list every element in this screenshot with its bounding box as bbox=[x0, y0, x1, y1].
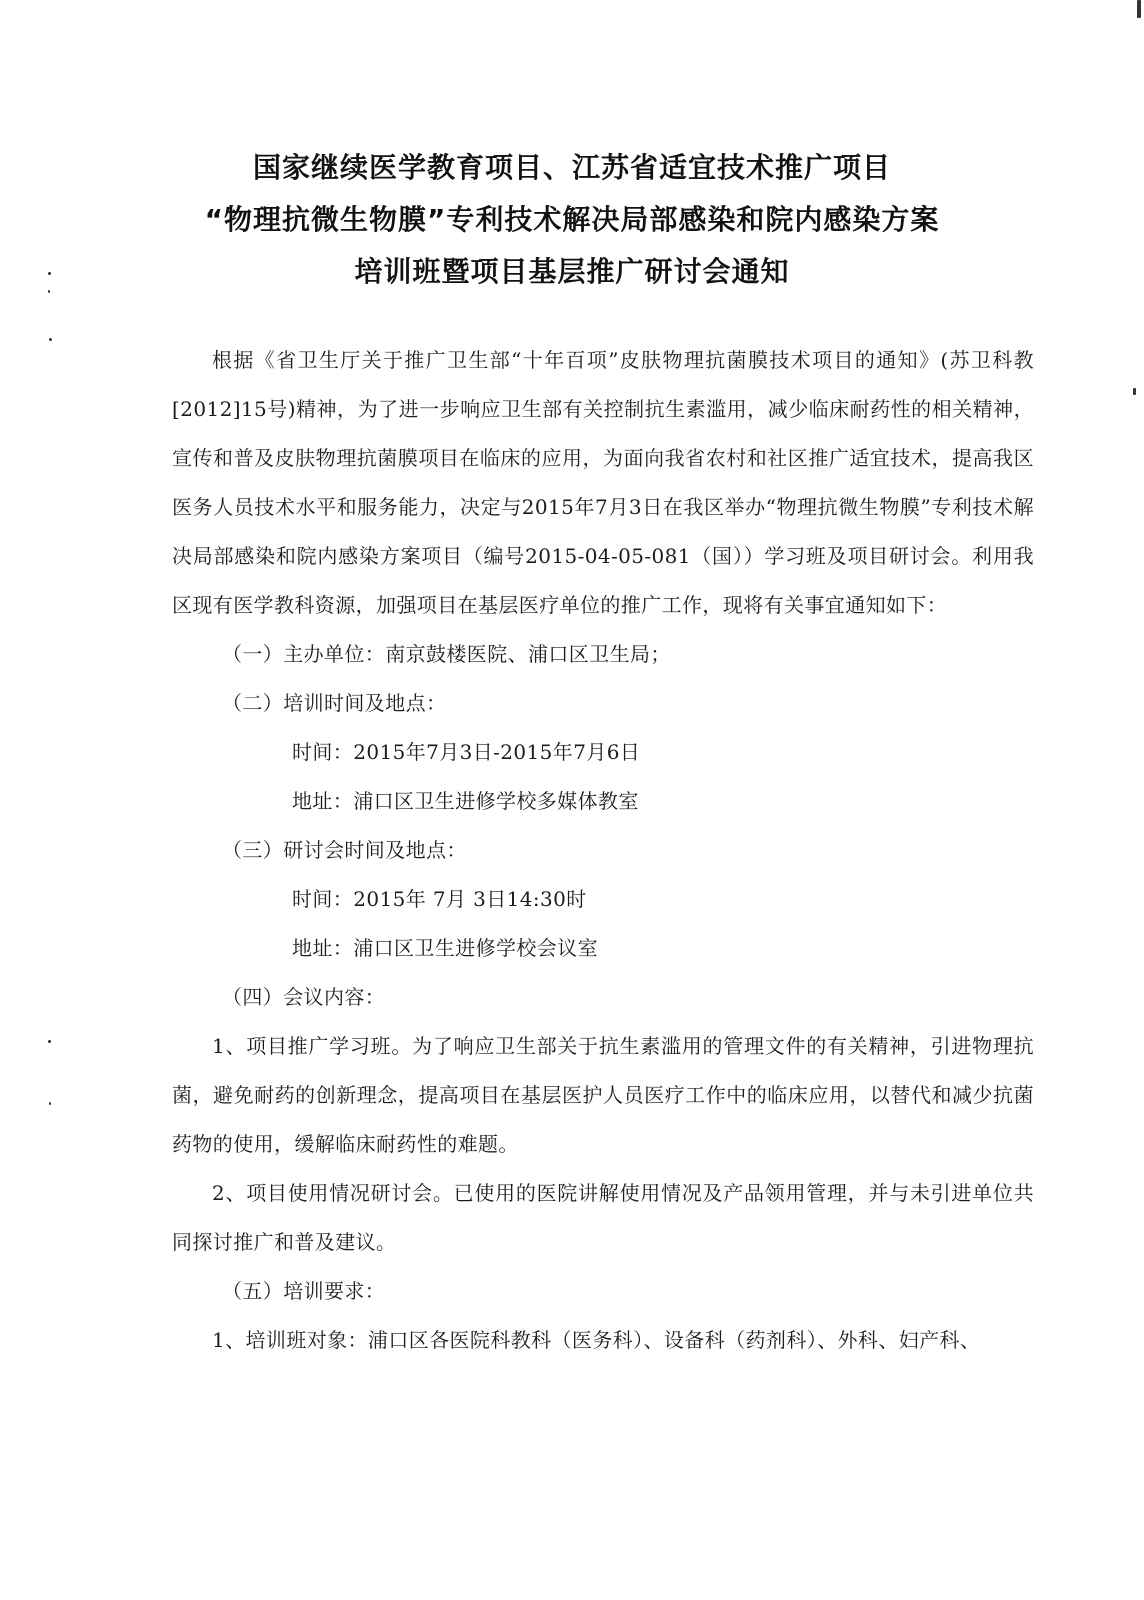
training-time: 时间：2015年7月3日-2015年7月6日 bbox=[292, 740, 641, 764]
title-line-1: 国家继续医学教育项目、江苏省适宜技术推广项目 bbox=[252, 151, 891, 184]
content-item-2: 2、项目使用情况研讨会。已使用的医院讲解使用情况及产品领用管理，并与未引进单位共同探讨推广和普及建议。 bbox=[172, 1181, 1034, 1254]
requirements-item-1: 1、培训班对象：浦口区各医院科教科（医务科）、设备科（药剂科）、外科、妇产科、 bbox=[212, 1328, 981, 1352]
scan-speck bbox=[49, 338, 52, 341]
scan-speck bbox=[48, 1040, 51, 1043]
scan-speck bbox=[1133, 388, 1136, 395]
training-heading: （二）培训时间及地点： bbox=[222, 691, 447, 715]
training-address: 地址：浦口区卫生进修学校多媒体教室 bbox=[292, 789, 639, 813]
document-body bbox=[172, 336, 1034, 1365]
organizer-line: （一）主办单位：南京鼓楼医院、浦口区卫生局； bbox=[222, 642, 671, 666]
intro-paragraph: 根据《省卫生厅关于推广卫生部“十年百项”皮肤物理抗菌膜技术项目的通知》(苏卫科教[2012]15号)精神，为了进一步响应卫生部有关控制抗生素滥用，减少临床耐药性的相关精神，宣传和普及皮肤物理抗菌膜项目在临床的应用，为面向我省农村和社区推广适宜技术，提高我区医务人员技术水平和服务能力，决定与2015年7月3日在我区举办“物理抗微生物膜”专利技术解决局部感染和院内感染方案项目（编号2015-04-05-081（国））学习班及项目研讨会。利用我区现有医学教科资源，加强项目在基层医疗单位的推广工作，现将有关事宜通知如下： bbox=[172, 348, 1034, 617]
title-line-2: “物理抗微生物膜”专利技术解决局部感染和院内感染方案 bbox=[204, 203, 940, 236]
requirements-heading: （五）培训要求： bbox=[222, 1279, 386, 1303]
document-title bbox=[0, 142, 1144, 298]
seminar-heading: （三）研讨会时间及地点： bbox=[222, 838, 467, 862]
content-heading: （四）会议内容： bbox=[222, 985, 386, 1009]
title-line-3: 培训班暨项目基层推广研讨会通知 bbox=[354, 255, 790, 288]
scan-speck bbox=[1137, 0, 1141, 18]
seminar-time: 时间：2015年 7月 3日14:30时 bbox=[292, 887, 587, 911]
seminar-address: 地址：浦口区卫生进修学校会议室 bbox=[292, 936, 598, 960]
content-item-1: 1、项目推广学习班。为了响应卫生部关于抗生素滥用的管理文件的有关精神，引进物理抗菌，避免耐药的创新理念，提高项目在基层医护人员医疗工作中的临床应用，以替代和减少抗菌药物的使用，缓解临床耐药性的难题。 bbox=[172, 1034, 1034, 1156]
scan-speck bbox=[49, 1102, 51, 1105]
scan-speck bbox=[48, 272, 51, 275]
scan-speck bbox=[48, 290, 50, 293]
